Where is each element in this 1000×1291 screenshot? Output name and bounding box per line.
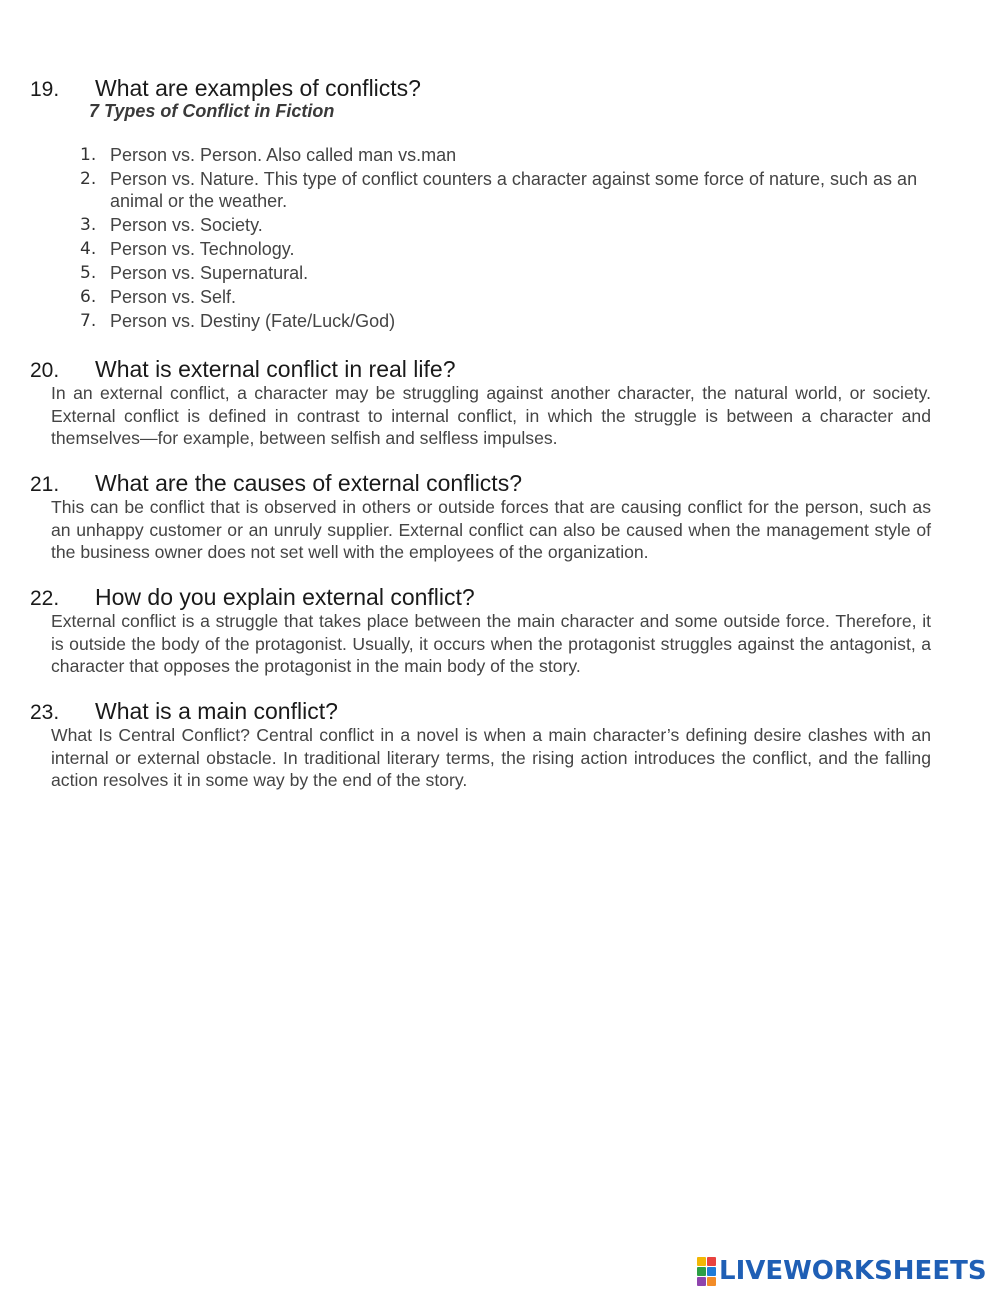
list-item-text: Person vs. Destiny (Fate/Luck/God): [110, 311, 396, 331]
list-item-number: 6.: [80, 287, 97, 307]
logo-blocks-icon: [697, 1257, 716, 1286]
question-number: 19.: [30, 78, 60, 101]
list-item-number: 5.: [80, 263, 97, 283]
liveworksheets-logo: [697, 1256, 987, 1286]
question-23-heading: [30, 697, 940, 727]
logo-block: [697, 1267, 706, 1276]
list-item-text: Person vs. Society.: [110, 215, 263, 235]
answer-22: External conflict is a struggle that takes place between the main character and some outside force. Therefore, it is outside the body of the protagonist. Usually, it occurs when the protagonist struggles against the antagonist, a character that opposes the protagonist in the main body of the story.: [51, 611, 931, 676]
question-text: What is a main conflict?: [95, 698, 338, 724]
question-19-heading: [30, 74, 940, 104]
list-item-number: 1.: [80, 145, 97, 165]
question-number: 23.: [30, 701, 60, 724]
logo-block: [707, 1277, 716, 1286]
question-23: [30, 697, 940, 727]
question-20: [30, 355, 940, 385]
list-item: [80, 310, 935, 332]
question-22-heading: [30, 583, 940, 613]
conflict-types-list: [80, 144, 935, 334]
answer-20: In an external conflict, a character may be struggling against another character, the natural world, or society. External conflict is defined in contrast to internal conflict, in which the struggle is between a character and themselves—for example, between selfish and selfless impulses.: [51, 383, 931, 448]
list-item-text: Person vs. Supernatural.: [110, 263, 309, 283]
question-number: 22.: [30, 587, 60, 610]
logo-block: [707, 1257, 716, 1266]
list-item: [80, 238, 935, 260]
list-item: [80, 144, 935, 166]
question-text: How do you explain external conflict?: [95, 584, 475, 610]
question-text: What are the causes of external conflicts?: [95, 470, 522, 496]
list-item: [80, 262, 935, 284]
list-item-number: 2.: [80, 169, 97, 189]
logo-block: [707, 1267, 716, 1276]
answer-23: What Is Central Conflict? Central conflict in a novel is when a main character’s defining desire clashes with an internal or external obstacle. In traditional literary terms, the rising action introduces the conflict, and the falling action resolves it in some way by the end of the story.: [51, 725, 931, 790]
list-item-text: Person vs. Self.: [110, 287, 237, 307]
question-22: [30, 583, 940, 613]
list-item-text: Person vs. Technology.: [110, 239, 295, 259]
list-item-text: Person vs. Nature. This type of conflict counters a character against some force of nature, such as an animal or the weather.: [110, 169, 918, 211]
question-19: [30, 74, 940, 104]
list-item-number: 4.: [80, 239, 97, 259]
question-21: [30, 469, 940, 499]
question-21-heading: [30, 469, 940, 499]
list-item-number: 7.: [80, 311, 97, 331]
list-item-number: 3.: [80, 215, 97, 235]
logo-text: LIVEWORKSHEETS: [719, 1256, 987, 1286]
logo-block: [697, 1257, 706, 1266]
list-item: [80, 168, 935, 212]
answer-21: This can be conflict that is observed in others or outside forces that are causing conflict for the person, such as an unhappy customer or an unruly supplier. External conflict can also be caused when the management style of the business owner does not set well with the employees of the organization.: [51, 497, 931, 562]
list-item: [80, 214, 935, 236]
question-number: 20.: [30, 359, 60, 382]
question-number: 21.: [30, 473, 60, 496]
conflict-types-subtitle: 7 Types of Conflict in Fiction: [89, 101, 335, 121]
question-text: What are examples of conflicts?: [95, 75, 421, 101]
list-item-text: Person vs. Person. Also called man vs.man: [110, 145, 457, 165]
question-text: What is external conflict in real life?: [95, 356, 456, 382]
logo-block: [697, 1277, 706, 1286]
question-20-heading: [30, 355, 940, 385]
list-item: [80, 286, 935, 308]
